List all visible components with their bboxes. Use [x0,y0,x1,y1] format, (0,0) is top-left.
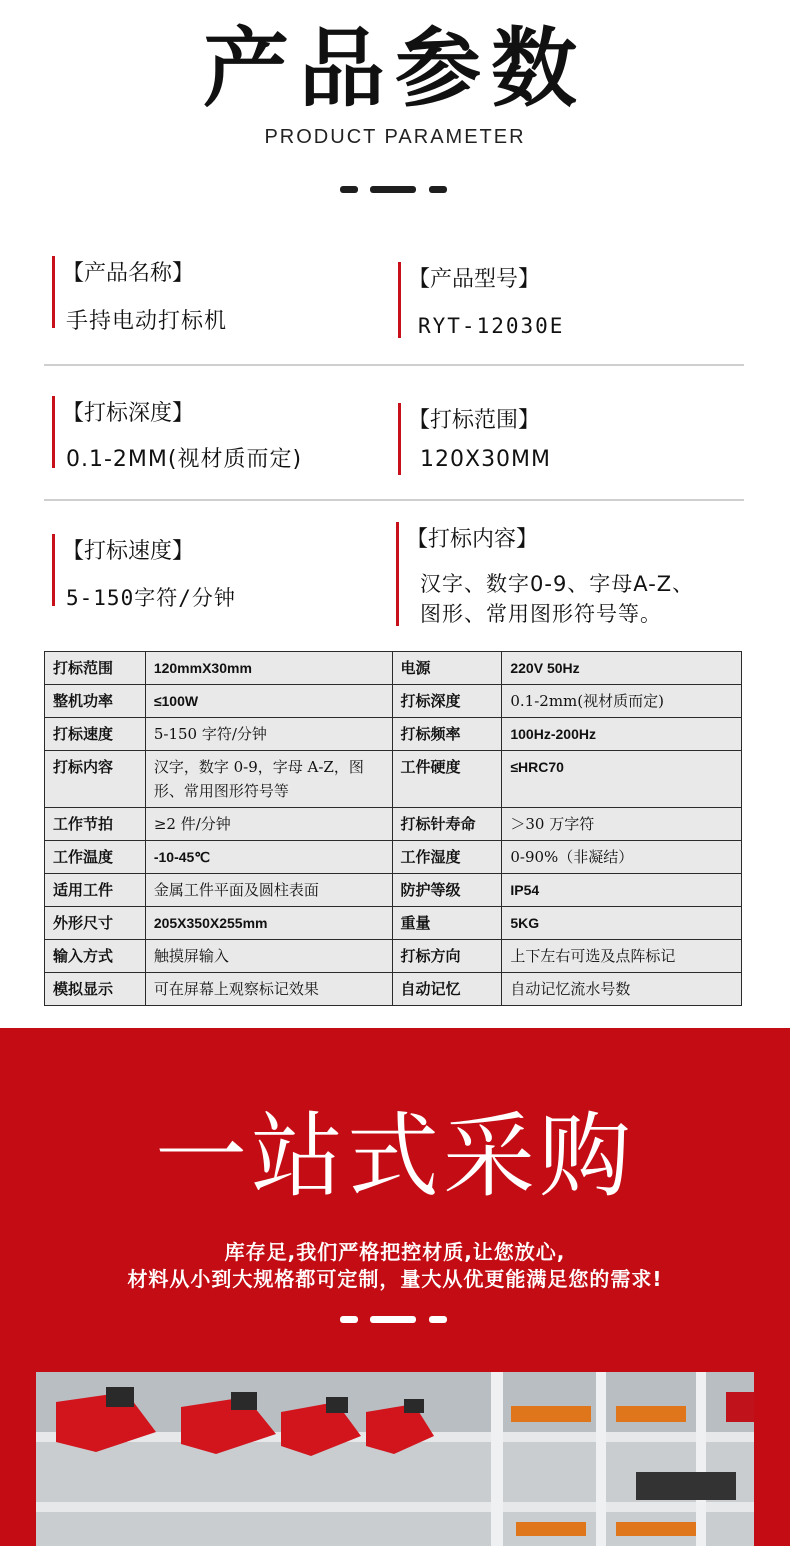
table-row [45,940,742,973]
table-param-value: 上下左右可选及点阵标记 [502,940,742,973]
table-param-value: 触摸屏输入 [145,940,392,973]
table-param-value: 自动记忆流水号数 [502,973,742,1006]
spec-label: 【产品名称】 [62,261,195,286]
warehouse-photo [36,1372,754,1546]
table-row [45,808,742,841]
page-title: 产品参数 [203,19,587,119]
table-param-name: 打标深度 [392,685,502,718]
promo-dash-right [429,1316,447,1323]
table-param-value: 205X350X255mm [145,907,392,940]
table-param-value: ≥2 件/分钟 [145,808,392,841]
table-param-value: 0-90%（非凝结） [502,841,742,874]
table-param-name: 整机功率 [45,685,146,718]
table-param-name: 输入方式 [45,940,146,973]
spec-label: 【打标速度】 [62,539,195,564]
table-param-value: ≤HRC70 [502,751,742,808]
promo-line-2: 材料从小到大规格都可定制，量大从优更能满足您的需求! [127,1267,663,1291]
divider-dash-right [429,186,447,193]
spec-product-model [398,262,738,338]
table-param-name: 防护等级 [392,874,502,907]
spec-marking-range [398,403,738,475]
table-param-name: 电源 [392,652,502,685]
page-subtitle: PRODUCT PARAMETER [264,126,526,148]
row-divider [44,499,744,501]
spec-marking-depth [52,396,352,472]
table-param-name: 打标内容 [45,751,146,808]
table-param-name: 工作湿度 [392,841,502,874]
divider-dash-center [370,186,416,193]
spec-value: 0.1-2MM(视材质而定) [66,447,303,472]
table-param-value: 金属工件平面及圆柱表面 [145,874,392,907]
spec-value: 手持电动打标机 [66,309,228,334]
table-param-name: 打标速度 [45,718,146,751]
table-param-name: 适用工件 [45,874,146,907]
spec-value: 120X30MM [420,447,552,472]
warehouse-shelves-illustration [36,1372,754,1546]
spec-marking-speed [52,534,352,610]
spec-value-line2: 图形、常用图形符号等。 [420,602,662,626]
table-param-value: 220V 50Hz [502,652,742,685]
spec-value: 5-150字符/分钟 [66,586,236,610]
table-param-name: 打标方向 [392,940,502,973]
promo-line-1: 库存足,我们严格把控材质,让您放心, [224,1240,566,1264]
spec-label: 【打标范围】 [408,408,541,433]
table-row [45,874,742,907]
table-row [45,685,742,718]
spec-product-name [52,256,352,334]
table-param-name: 自动记忆 [392,973,502,1006]
table-param-name: 工作节拍 [45,808,146,841]
promo-dash-left [340,1316,358,1323]
table-param-name: 工作温度 [45,841,146,874]
table-row [45,718,742,751]
table-row [45,973,742,1006]
divider-dash-left [340,186,358,193]
parameter-table [44,651,742,1006]
row-divider [44,364,744,366]
table-param-value: ≤100W [145,685,392,718]
table-param-value: 120mmX30mm [145,652,392,685]
table-param-value: IP54 [502,874,742,907]
table-param-name: 打标针寿命 [392,808,502,841]
table-row [45,751,742,808]
table-param-name: 打标频率 [392,718,502,751]
spec-value-line1: 汉字、数字0-9、字母A-Z、 [420,572,695,596]
table-param-name: 工件硬度 [392,751,502,808]
spec-label: 【打标内容】 [406,527,539,552]
table-param-value: 0.1-2mm(视材质而定) [502,685,742,718]
spec-value: RYT-12030E [418,314,565,338]
spec-marking-content [396,522,746,626]
table-param-name: 打标范围 [45,652,146,685]
table-param-value: -10-45℃ [145,841,392,874]
table-param-value: 可在屏幕上观察标记效果 [145,973,392,1006]
table-param-name: 外形尺寸 [45,907,146,940]
table-row [45,652,742,685]
table-param-value: 5KG [502,907,742,940]
promo-title: 一站式采购 [154,1103,635,1210]
spec-label: 【打标深度】 [62,401,195,426]
table-row [45,907,742,940]
table-param-value: ＞30 万字符 [502,808,742,841]
promo-dash-center [370,1316,416,1323]
table-row [45,841,742,874]
table-param-name: 重量 [392,907,502,940]
table-param-value: 汉字，数字 0-9，字母 A-Z，图形、常用图形符号等 [145,751,392,808]
spec-label: 【产品型号】 [408,267,541,292]
table-param-name: 模拟显示 [45,973,146,1006]
table-param-value: 100Hz-200Hz [502,718,742,751]
table-param-value: 5-150 字符/分钟 [145,718,392,751]
